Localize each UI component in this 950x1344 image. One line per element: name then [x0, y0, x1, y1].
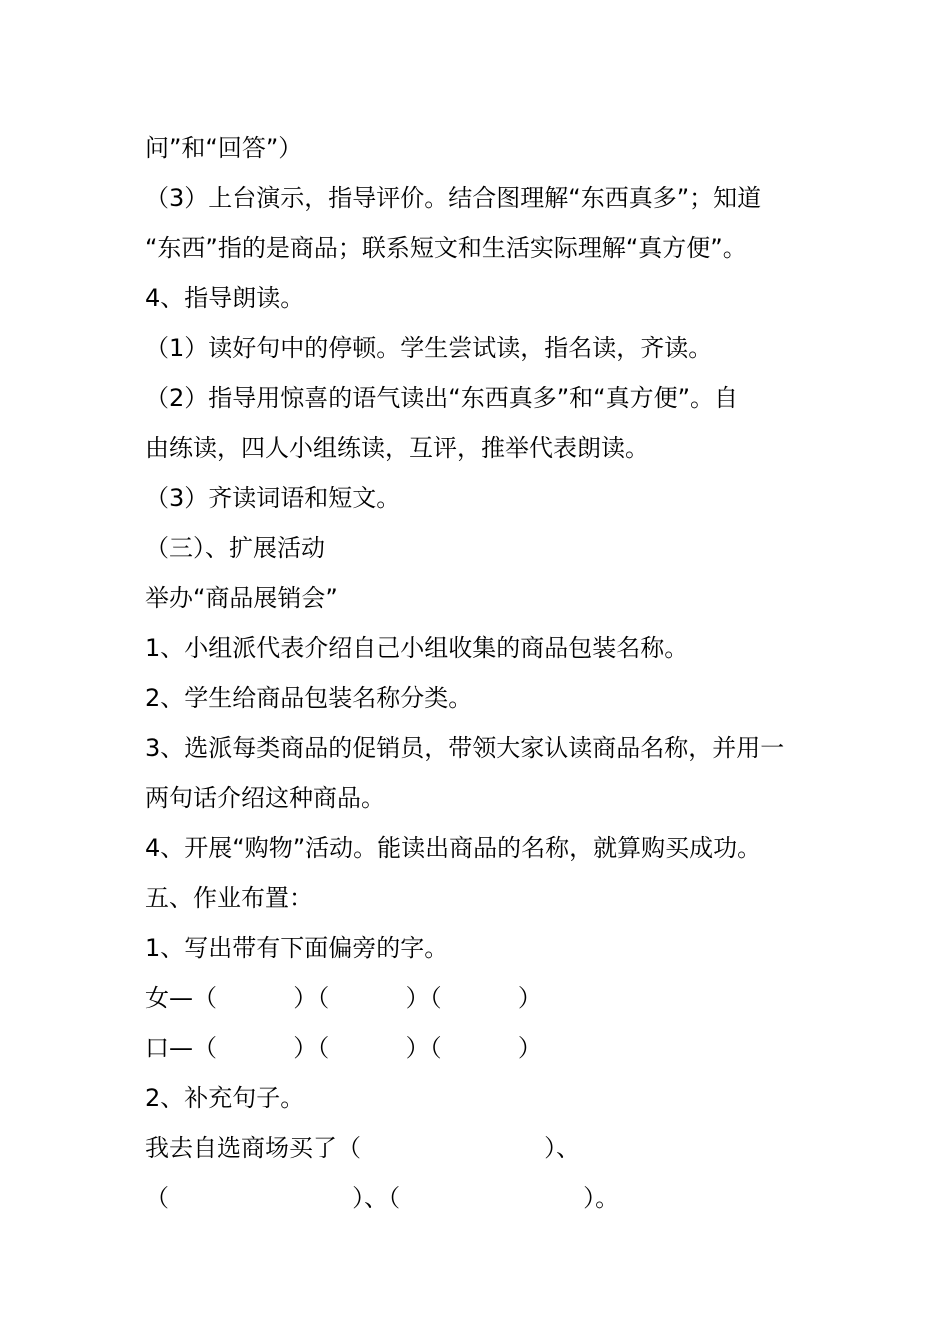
text-line-11: 1、小组派代表介绍自己小组收集的商品包装名称。	[145, 634, 689, 662]
text-line-5: （1）读好句中的停顿。学生尝试读，指名读，齐读。	[145, 334, 713, 362]
section-heading-homework: 五、作业布置：	[145, 884, 313, 912]
text-line-15: 4、开展“购物”活动。能读出商品的名称，就算购买成功。	[145, 834, 762, 862]
text-line-14: 两句话介绍这种商品。	[145, 784, 385, 812]
radical-exercise-woman: 女—（ ）（ ）（ ）	[145, 984, 542, 1012]
text-line-1: 问”和“回答”）	[145, 134, 303, 162]
text-line-10: 举办“商品展销会”	[145, 584, 338, 612]
sentence-completion-line-2: （ ）、（ ）。	[145, 1184, 620, 1212]
text-line-3: “东西”指的是商品；联系短文和生活实际理解“真方便”。	[145, 234, 747, 262]
text-line-8: （3）齐读词语和短文。	[145, 484, 401, 512]
text-line-17: 1、写出带有下面偏旁的字。	[145, 934, 449, 962]
text-line-2: （3）上台演示，指导评价。结合图理解“东西真多”；知道	[145, 184, 762, 212]
text-line-13: 3、选派每类商品的促销员，带领大家认读商品名称，并用一	[145, 734, 785, 762]
section-heading-extension-activity: （三）、扩展活动	[145, 534, 325, 562]
sentence-completion-line-1: 我去自选商场买了（ ）、	[145, 1134, 581, 1162]
text-line-20: 2、补充句子。	[145, 1084, 305, 1112]
text-line-6: （2）指导用惊喜的语气读出“东西真多”和“真方便”。自	[145, 384, 739, 412]
text-line-12: 2、学生给商品包装名称分类。	[145, 684, 473, 712]
text-line-4: 4、指导朗读。	[145, 284, 305, 312]
radical-exercise-mouth: 口—（ ）（ ）（ ）	[145, 1034, 542, 1062]
text-line-7: 由练读，四人小组练读，互评，推举代表朗读。	[145, 434, 649, 462]
